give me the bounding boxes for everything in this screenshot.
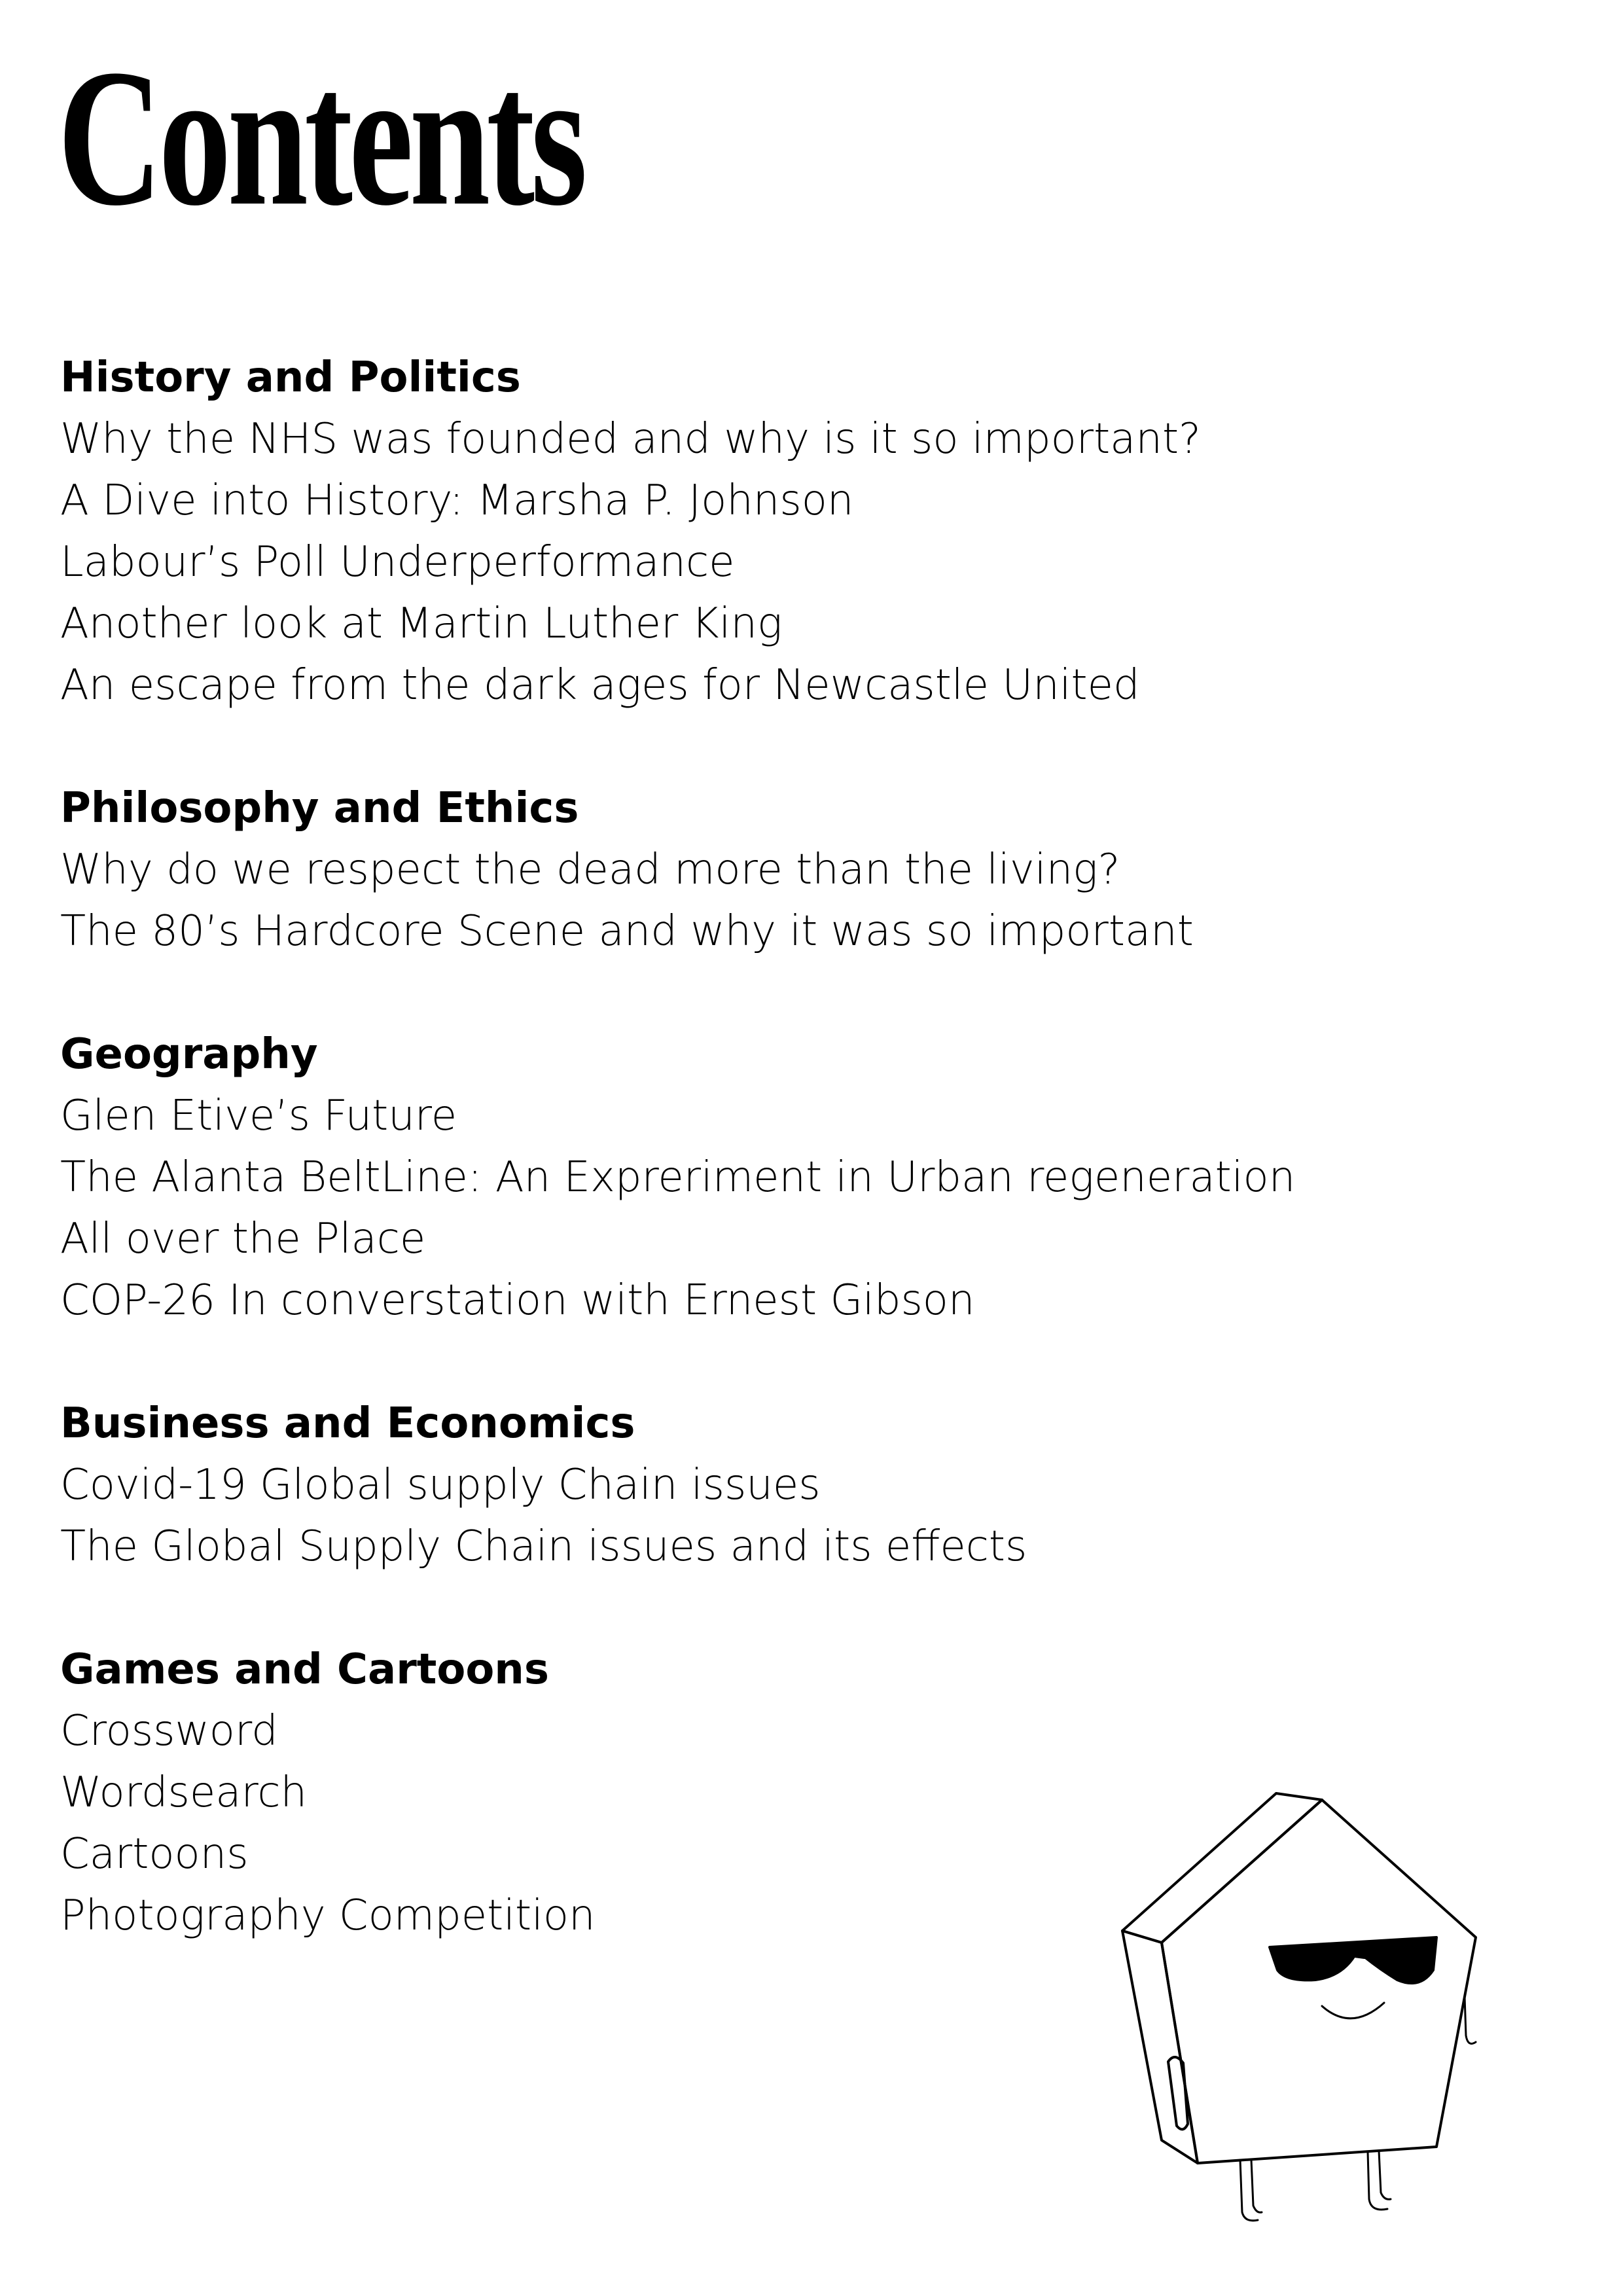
section-business-economics [60, 1393, 1500, 1577]
pentagon-mascot-with-sunglasses-icon [1106, 1780, 1499, 2225]
contents-item: Wordsearch [60, 1768, 308, 1817]
contents-list [60, 347, 1500, 2008]
contents-item: COP-26 In converstation with Ernest Gibson [60, 1276, 975, 1325]
section-philosophy-ethics [60, 778, 1500, 962]
section-heading: Business and Economics [60, 1399, 635, 1448]
contents-item: Photography Competition [60, 1892, 596, 1940]
contents-item: All over the Place [60, 1215, 426, 1263]
section-heading: Philosophy and Ethics [60, 784, 579, 833]
contents-item: Why do we respect the dead more than the living? [60, 846, 1120, 894]
contents-item: Cartoons [60, 1830, 249, 1878]
contents-item: Labour’s Poll Underperformance [60, 538, 735, 586]
section-geography [60, 1024, 1500, 1331]
section-heading: History and Politics [60, 353, 521, 402]
contents-item: Covid-19 Global supply Chain issues [60, 1461, 821, 1509]
contents-item: Another look at Martin Luther King [60, 600, 783, 648]
section-history-politics [60, 347, 1500, 716]
contents-item: Why the NHS was founded and why is it so important? [60, 415, 1201, 463]
section-heading: Games and Cartoons [60, 1645, 549, 1694]
contents-item: The 80’s Hardcore Scene and why it was so important [60, 907, 1194, 956]
contents-item: A Dive into History: Marsha P. Johnson [60, 476, 854, 525]
section-heading: Geography [60, 1030, 318, 1079]
contents-item: The Global Supply Chain issues and its effects [60, 1522, 1027, 1571]
contents-item: The Alanta BeltLine: An Expreriment in Urban regeneration [60, 1153, 1296, 1202]
contents-item: Glen Etive’s Future [60, 1092, 457, 1140]
contents-item: Crossword [60, 1707, 278, 1755]
page-title: Contents [58, 29, 584, 246]
contents-item: An escape from the dark ages for Newcastle United [60, 661, 1140, 709]
